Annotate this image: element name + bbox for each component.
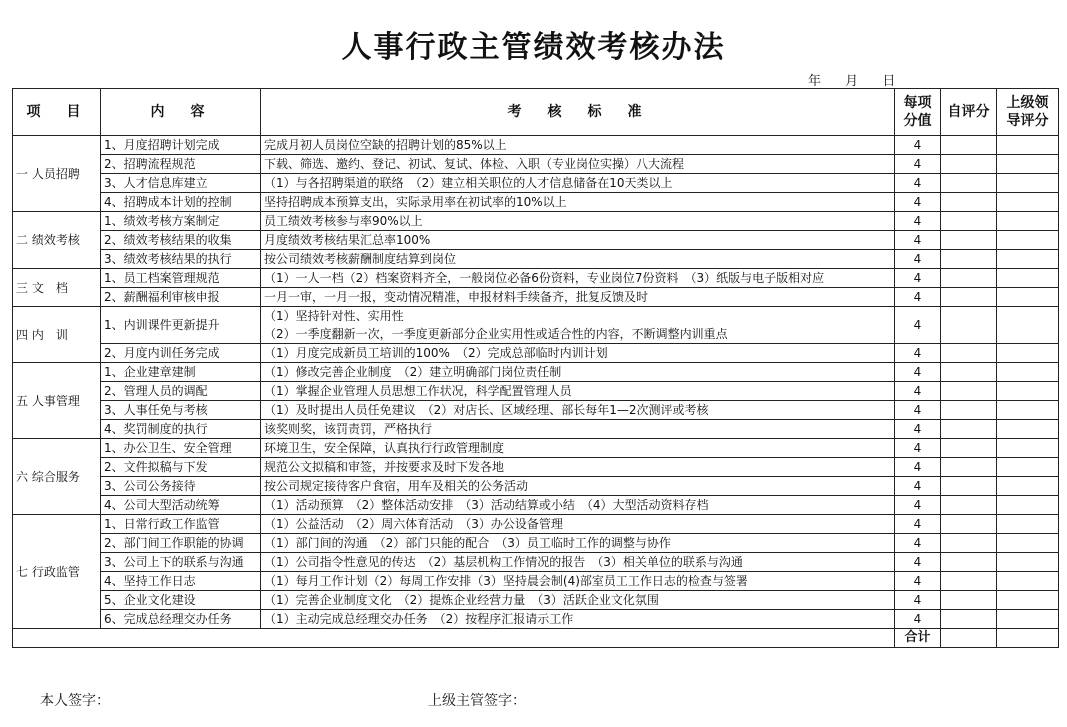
self-score-cell[interactable] xyxy=(941,572,997,591)
content-cell: 3、公司公务接待 xyxy=(101,477,261,496)
content-cell: 1、企业建章建制 xyxy=(101,363,261,382)
superior-score-cell[interactable] xyxy=(997,458,1059,477)
table-row xyxy=(13,477,1059,496)
project-cell: 二 绩效考核 xyxy=(13,212,101,269)
standard-cell xyxy=(261,174,895,193)
table-row xyxy=(13,534,1059,553)
superior-score-cell[interactable] xyxy=(997,174,1059,193)
standard-cell xyxy=(261,420,895,439)
content-cell: 4、奖罚制度的执行 xyxy=(101,420,261,439)
table-row xyxy=(13,174,1059,193)
project-cell: 一 人员招聘 xyxy=(13,136,101,212)
standard-cell xyxy=(261,439,895,458)
self-score-cell[interactable] xyxy=(941,155,997,174)
superior-score-cell[interactable] xyxy=(997,136,1059,155)
header-superior-score: 上级领导评分 xyxy=(997,89,1059,136)
table-row xyxy=(13,610,1059,629)
score-cell: 4 xyxy=(895,591,941,610)
content-cell: 1、员工档案管理规范 xyxy=(101,269,261,288)
standard-line: （1）一人一档（2）档案资料齐全，一般岗位必备6份资料，专业岗位7份资料 （3）纸版与电子版相对应 xyxy=(264,271,825,285)
self-signature-label: 本人签字： xyxy=(40,693,110,709)
self-score-cell[interactable] xyxy=(941,250,997,269)
total-self-cell[interactable] xyxy=(941,629,997,648)
superior-score-cell[interactable] xyxy=(997,591,1059,610)
standard-cell xyxy=(261,363,895,382)
table-row xyxy=(13,307,1059,344)
score-cell: 4 xyxy=(895,250,941,269)
table-row xyxy=(13,439,1059,458)
standard-cell xyxy=(261,553,895,572)
content-cell: 1、办公卫生、安全管理 xyxy=(101,439,261,458)
standard-cell xyxy=(261,610,895,629)
self-score-cell[interactable] xyxy=(941,534,997,553)
header-content: 内 容 xyxy=(101,89,261,136)
standard-line: （1）完善企业制度文化 （2）提炼企业经营力量 （3）活跃企业文化氛围 xyxy=(264,593,659,607)
standard-cell xyxy=(261,193,895,212)
project-cell: 三 文 档 xyxy=(13,269,101,307)
table-row xyxy=(13,288,1059,307)
standard-cell xyxy=(261,250,895,269)
standard-line: （1）每月工作计划（2）每周工作安排（3）坚持晨会制(4)部室员工工作日志的检查与签署 xyxy=(264,574,748,588)
table-row xyxy=(13,231,1059,250)
superior-score-cell[interactable] xyxy=(997,572,1059,591)
superior-signature-label: 上级主管签字： xyxy=(428,693,526,709)
content-cell: 4、公司大型活动统筹 xyxy=(101,496,261,515)
content-cell: 3、公司上下的联系与沟通 xyxy=(101,553,261,572)
self-score-cell[interactable] xyxy=(941,231,997,250)
self-score-cell[interactable] xyxy=(941,610,997,629)
superior-score-cell[interactable] xyxy=(997,553,1059,572)
standard-line: （1）坚持针对性、实用性 xyxy=(264,309,404,323)
standard-cell xyxy=(261,591,895,610)
date-month-label: 月 xyxy=(845,74,859,89)
standard-line: （1）公益活动 （2）周六体育活动 （3）办公设备管理 xyxy=(264,517,563,531)
standard-line: （1）及时提出人员任免建议 （2）对店长、区域经理、部长每年1—2次测评或考核 xyxy=(264,403,709,417)
standard-line: （1）活动预算 （2）整体活动安排 （3）活动结算或小结 （4）大型活动资料存档 xyxy=(264,498,709,512)
self-score-cell[interactable] xyxy=(941,193,997,212)
standard-line: （1）掌握企业管理人员思想工作状况，科学配置管理人员 xyxy=(264,384,572,398)
content-cell: 2、绩效考核结果的收集 xyxy=(101,231,261,250)
standard-cell xyxy=(261,382,895,401)
table-row xyxy=(13,212,1059,231)
superior-score-cell[interactable] xyxy=(997,231,1059,250)
table-row xyxy=(13,553,1059,572)
standard-cell xyxy=(261,401,895,420)
standard-line: 该奖则奖，该罚责罚，严格执行 xyxy=(264,422,433,436)
self-score-cell[interactable] xyxy=(941,212,997,231)
score-cell: 4 xyxy=(895,174,941,193)
standard-line: （1）修改完善企业制度 （2）建立明确部门岗位责任制 xyxy=(264,365,562,379)
standard-cell xyxy=(261,572,895,591)
header-row xyxy=(13,89,1059,136)
score-cell: 4 xyxy=(895,477,941,496)
score-cell: 4 xyxy=(895,212,941,231)
standard-line: 下载、筛选、邀约、登记、初试、复试、体检、入职（专业岗位实操）八大流程 xyxy=(264,157,685,171)
content-cell: 2、文件拟稿与下发 xyxy=(101,458,261,477)
total-row xyxy=(13,629,1059,648)
table-row xyxy=(13,572,1059,591)
content-cell: 1、月度招聘计划完成 xyxy=(101,136,261,155)
self-score-cell[interactable] xyxy=(941,401,997,420)
score-cell: 4 xyxy=(895,193,941,212)
superior-score-cell[interactable] xyxy=(997,250,1059,269)
superior-score-cell[interactable] xyxy=(997,193,1059,212)
content-cell: 2、薪酬福利审核申报 xyxy=(101,288,261,307)
content-cell: 5、企业文化建设 xyxy=(101,591,261,610)
self-score-cell[interactable] xyxy=(941,477,997,496)
table-row xyxy=(13,136,1059,155)
score-cell: 4 xyxy=(895,363,941,382)
table-row xyxy=(13,496,1059,515)
standard-cell xyxy=(261,477,895,496)
date-line xyxy=(808,70,915,89)
superior-score-cell[interactable] xyxy=(997,477,1059,496)
score-cell: 4 xyxy=(895,515,941,534)
table-row xyxy=(13,591,1059,610)
content-cell: 3、人才信息库建立 xyxy=(101,174,261,193)
superior-score-cell[interactable] xyxy=(997,610,1059,629)
score-cell: 4 xyxy=(895,231,941,250)
score-cell: 4 xyxy=(895,344,941,363)
self-score-cell[interactable] xyxy=(941,174,997,193)
content-cell: 3、人事任免与考核 xyxy=(101,401,261,420)
self-score-cell[interactable] xyxy=(941,496,997,515)
table-row xyxy=(13,269,1059,288)
score-cell: 4 xyxy=(895,136,941,155)
document-title: 人事行政主管绩效考核办法 xyxy=(341,30,726,65)
content-cell: 4、坚持工作日志 xyxy=(101,572,261,591)
standard-cell xyxy=(261,458,895,477)
standard-line: （1）主动完成总经理交办任务 （2）按程序汇报请示工作 xyxy=(264,612,574,626)
table-row xyxy=(13,155,1059,174)
header-standard: 考 核 标 准 xyxy=(261,89,895,136)
self-score-cell[interactable] xyxy=(941,136,997,155)
header-project: 项 目 xyxy=(13,89,101,136)
table-row xyxy=(13,420,1059,439)
standard-cell xyxy=(261,288,895,307)
project-cell: 四 内 训 xyxy=(13,307,101,363)
superior-score-cell[interactable] xyxy=(997,534,1059,553)
score-cell: 4 xyxy=(895,572,941,591)
superior-score-cell[interactable] xyxy=(997,401,1059,420)
table-row xyxy=(13,515,1059,534)
score-cell: 4 xyxy=(895,610,941,629)
project-cell: 七 行政监管 xyxy=(13,515,101,629)
superior-score-cell[interactable] xyxy=(997,155,1059,174)
superior-score-cell[interactable] xyxy=(997,382,1059,401)
standard-line: 一月一审，一月一报，变动情况精准，申报材料手续备齐，批复反馈及时 xyxy=(264,290,649,304)
date-year-label: 年 xyxy=(808,74,822,89)
standard-line: 规范公文拟稿和审签，并按要求及时下发各地 xyxy=(264,460,505,474)
score-cell: 4 xyxy=(895,155,941,174)
self-score-cell[interactable] xyxy=(941,363,997,382)
standard-line: 按公司绩效考核薪酬制度结算到岗位 xyxy=(264,252,457,266)
standard-cell xyxy=(261,269,895,288)
content-cell: 1、内训课件更新提升 xyxy=(101,307,261,344)
score-cell: 4 xyxy=(895,401,941,420)
content-cell: 2、部门间工作职能的协调 xyxy=(101,534,261,553)
standard-line: 按公司规定接待客户食宿，用车及相关的公务活动 xyxy=(264,479,529,493)
date-day-label: 日 xyxy=(882,74,896,89)
self-score-cell[interactable] xyxy=(941,591,997,610)
total-label: 合计 xyxy=(895,629,941,648)
content-cell: 1、绩效考核方案制定 xyxy=(101,212,261,231)
standard-line: （1）月度完成新员工培训的100% （2）完成总部临时内训计划 xyxy=(264,346,608,360)
score-cell: 4 xyxy=(895,382,941,401)
score-cell: 4 xyxy=(895,553,941,572)
standard-cell xyxy=(261,307,895,344)
project-cell: 五 人事管理 xyxy=(13,363,101,439)
content-cell: 4、招聘成本计划的控制 xyxy=(101,193,261,212)
self-score-cell[interactable] xyxy=(941,382,997,401)
score-cell: 4 xyxy=(895,269,941,288)
superior-score-cell[interactable] xyxy=(997,439,1059,458)
self-score-cell[interactable] xyxy=(941,439,997,458)
standard-line: （1）公司指令性意见的传达 （2）基层机构工作情况的报告 （3）相关单位的联系与沟通 xyxy=(264,555,743,569)
table-row xyxy=(13,193,1059,212)
score-cell: 4 xyxy=(895,534,941,553)
content-cell: 3、绩效考核结果的执行 xyxy=(101,250,261,269)
standard-line: （2）一季度翻新一次，一季度更新部分企业实用性或适合性的内容，不断调整内训重点 xyxy=(264,327,728,341)
standard-line: 员工绩效考核参与率90%以上 xyxy=(264,214,423,228)
self-score-cell[interactable] xyxy=(941,515,997,534)
self-score-cell[interactable] xyxy=(941,458,997,477)
table-row xyxy=(13,382,1059,401)
superior-score-cell[interactable] xyxy=(997,363,1059,382)
content-cell: 2、管理人员的调配 xyxy=(101,382,261,401)
standard-cell xyxy=(261,496,895,515)
content-cell: 6、完成总经理交办任务 xyxy=(101,610,261,629)
table-row xyxy=(13,344,1059,363)
standard-cell xyxy=(261,515,895,534)
superior-score-cell[interactable] xyxy=(997,307,1059,344)
standard-line: （1）部门间的沟通 （2）部门只能的配合 （3）员工临时工作的调整与协作 xyxy=(264,536,671,550)
header-self-score: 自评分 xyxy=(941,89,997,136)
score-cell: 4 xyxy=(895,288,941,307)
header-score: 每项分值 xyxy=(895,89,941,136)
standard-cell xyxy=(261,344,895,363)
score-cell: 4 xyxy=(895,420,941,439)
total-superior-cell[interactable] xyxy=(997,629,1059,648)
superior-score-cell[interactable] xyxy=(997,344,1059,363)
score-cell: 4 xyxy=(895,458,941,477)
standard-line: （1）与各招聘渠道的联络 （2）建立相关职位的人才信息储备在10天类以上 xyxy=(264,176,673,190)
table-body xyxy=(13,136,1059,629)
evaluation-table xyxy=(12,88,1059,648)
standard-line: 完成月初人员岗位空缺的招聘计划的85%以上 xyxy=(264,138,507,152)
superior-score-cell[interactable] xyxy=(997,496,1059,515)
score-cell: 4 xyxy=(895,439,941,458)
score-cell: 4 xyxy=(895,307,941,344)
total-spacer xyxy=(13,629,895,648)
content-cell: 2、月度内训任务完成 xyxy=(101,344,261,363)
self-score-cell[interactable] xyxy=(941,420,997,439)
standard-cell xyxy=(261,231,895,250)
superior-score-cell[interactable] xyxy=(997,269,1059,288)
table-row xyxy=(13,363,1059,382)
superior-score-cell[interactable] xyxy=(997,288,1059,307)
score-cell: 4 xyxy=(895,496,941,515)
standard-cell xyxy=(261,155,895,174)
superior-score-cell[interactable] xyxy=(997,515,1059,534)
table-row xyxy=(13,401,1059,420)
standard-cell xyxy=(261,136,895,155)
project-cell: 六 综合服务 xyxy=(13,439,101,515)
content-cell: 1、日常行政工作监管 xyxy=(101,515,261,534)
standard-line: 坚持招聘成本预算支出，实际录用率在初试率的10%以上 xyxy=(264,195,567,209)
superior-score-cell[interactable] xyxy=(997,212,1059,231)
self-score-cell[interactable] xyxy=(941,288,997,307)
standard-line: 月度绩效考核结果汇总率100% xyxy=(264,233,431,247)
standard-cell xyxy=(261,534,895,553)
table-row xyxy=(13,250,1059,269)
self-score-cell[interactable] xyxy=(941,307,997,344)
content-cell: 2、招聘流程规范 xyxy=(101,155,261,174)
self-score-cell[interactable] xyxy=(941,269,997,288)
self-score-cell[interactable] xyxy=(941,553,997,572)
standard-line: 环境卫生，安全保障，认真执行行政管理制度 xyxy=(264,441,505,455)
standard-cell xyxy=(261,212,895,231)
self-score-cell[interactable] xyxy=(941,344,997,363)
superior-score-cell[interactable] xyxy=(997,420,1059,439)
table-row xyxy=(13,458,1059,477)
